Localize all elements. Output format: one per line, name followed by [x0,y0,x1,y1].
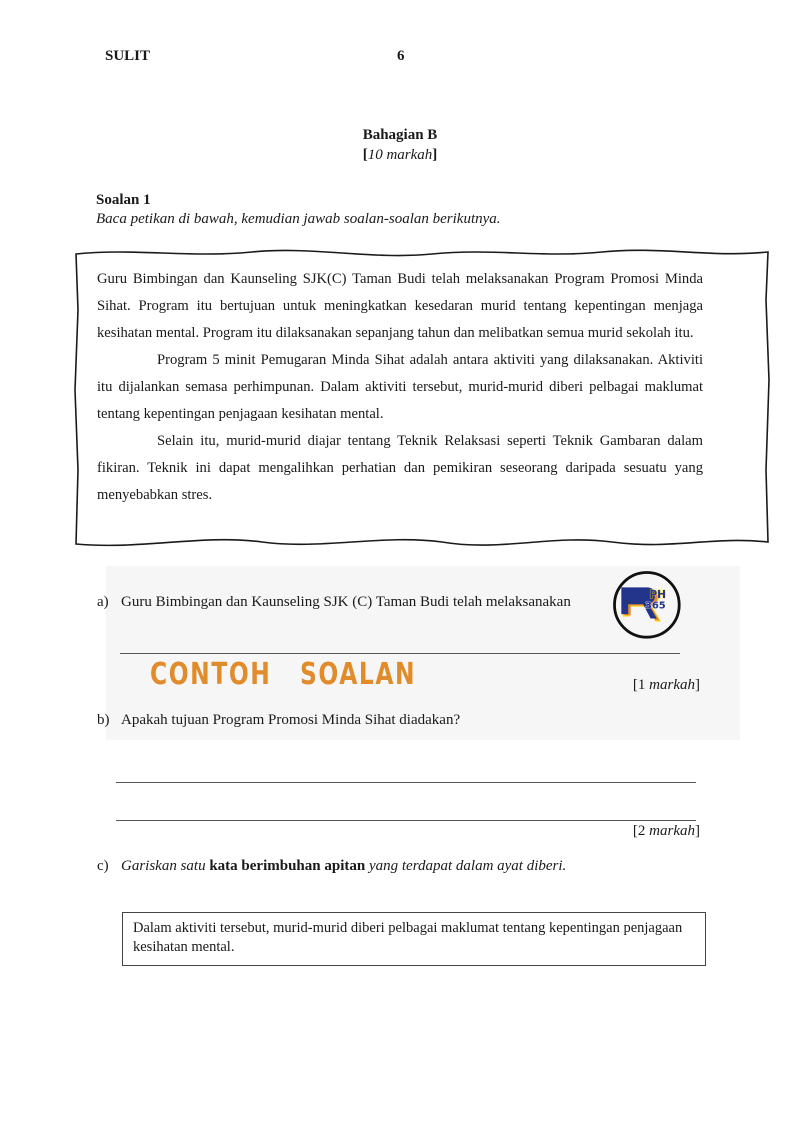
rph365-logo [612,570,682,640]
section-marks [0,147,800,164]
bracket-open: [ [632,823,638,839]
section-title: Bahagian B [362,127,438,143]
section-marks-value: 10 markah [367,147,433,163]
watermark-soalan: SOALAN [300,657,417,692]
question-title: Soalan 1 [96,192,151,208]
question-c [97,858,566,875]
given-sentence: Dalam aktiviti tersebut, murid-murid diberi pelbagai maklumat tentang kepentingan penjagaan kesihatan mental. [133,920,683,955]
answer-line-a[interactable] [120,653,680,654]
confidentiality-label: SULIT [105,48,151,64]
question-instruction: Baca petikan di bawah, kemudian jawab soalan-soalan berikutnya. [96,211,501,227]
marks-number: 1 [637,677,650,693]
watermark-contoh: CONTOH [150,657,272,692]
question-c-keyword: kata berimbuhan apitan [209,858,369,874]
answer-line-b2[interactable] [116,820,696,821]
question-c-text-1: Gariskan satu [121,858,210,874]
passage-paragraph: Program 5 minit Pemugaran Minda Sihat adalah antara aktiviti yang dilaksanakan. Aktiviti itu dijalankan semasa perhimpunan. Dalam aktiviti tersebut, murid-murid diberi pelbagai maklumat tentang kepentingan penjagaan kesihatan mental. [97,352,703,422]
passage-paragraph: Selain itu, murid-murid diajar tentang Teknik Relaksasi seperti Teknik Gambaran dalam fikiran. Teknik ini dapat mengalihkan perhatian dan pemikiran seseorang daripada sesuatu yang menyebabkan stres. [97,433,703,503]
question-a-marks [560,677,700,694]
answer-line-b1[interactable] [116,782,696,783]
question-a-label: a) [97,594,109,610]
page-number: 6 [397,48,405,64]
question-b-marks [560,823,700,840]
bracket-close: ] [695,823,700,839]
marks-unit: markah [649,677,695,693]
bracket-close: ] [695,677,700,693]
question-c-text-2: yang terdapat dalam ayat diberi. [368,858,567,874]
question-c-label: c) [97,858,109,874]
passage-paragraph: Guru Bimbingan dan Kaunseling SJK(C) Taman Budi telah melaksanakan Program Promosi Minda Sihat. Program itu bertujuan untuk meningkatkan kesedaran murid tentang kepentingan menjaga kesihatan mental. Program itu dilaksanakan sepanjang tahun dan melibatkan semua murid sekolah itu. [97,271,703,341]
question-b [97,712,460,729]
bracket-open: [ [362,147,368,163]
given-sentence-box[interactable] [122,912,706,966]
bracket-close: ] [432,147,438,163]
question-a [97,594,571,611]
marks-number: 2 [637,823,650,839]
bracket-open: [ [632,677,638,693]
logo-text-365: 365 [644,600,666,612]
marks-unit: markah [649,823,695,839]
question-a-text: Guru Bimbingan dan Kaunseling SJK (C) Taman Budi telah melaksanakan [121,594,571,610]
passage [97,266,703,509]
question-b-label: b) [97,712,110,728]
logo-text-ph: PH [649,589,666,601]
question-b-text: Apakah tujuan Program Promosi Minda Sihat diadakan? [121,712,461,728]
